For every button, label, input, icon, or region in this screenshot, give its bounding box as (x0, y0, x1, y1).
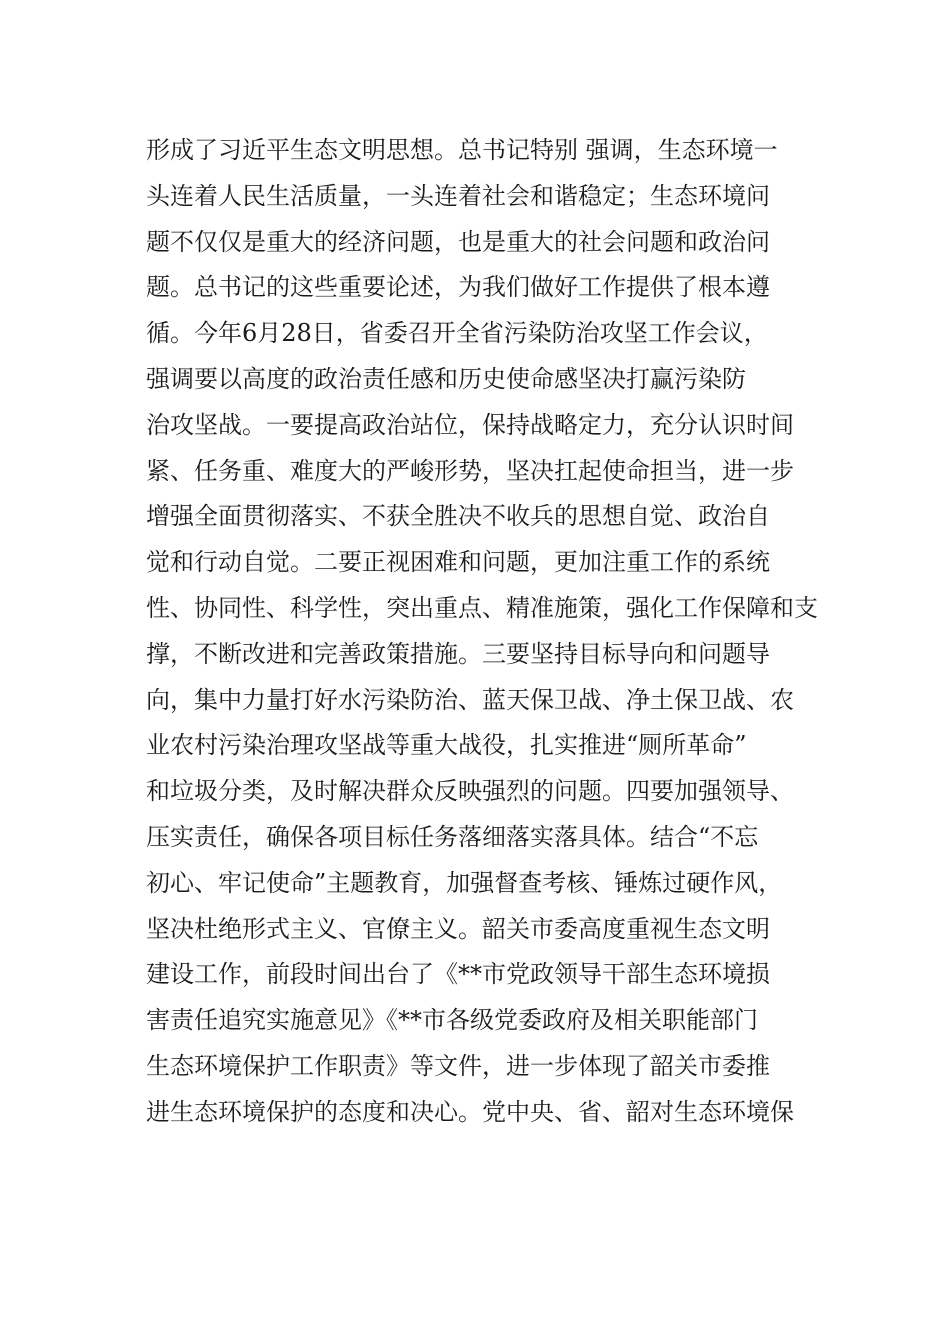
text-line: 觉和行动自觉。二要正视困难和问题，更加注重工作的系统 (146, 548, 770, 577)
text-line: 增强全面贯彻落实、不获全胜决不收兵的思想自觉、政治自 (146, 502, 770, 531)
text-line: 生态环境保护工作职责》等文件，进一步体现了韶关市委推 (146, 1051, 770, 1080)
text-line: 题。总书记的这些重要论述，为我们做好工作提供了根本遵 (146, 273, 770, 302)
text-line: 害责任追究实施意见》《**市各级党委政府及相关职能部门 (146, 1006, 758, 1035)
text-line: 压实责任，确保各项目标任务落细落实落具体。结合“不忘 (146, 822, 759, 851)
text-line: 初心、牢记使命”主题教育，加强督查考核、锤炼过硬作风， (146, 868, 783, 897)
text-line: 形成了习近平生态文明思想。总书记特别 强调，生态环境一 (146, 136, 778, 164)
text-line: 题不仅仅是重大的经济问题，也是重大的社会问题和政治问 (146, 227, 770, 256)
text-line: 强调要以高度的政治责任感和历史使命感坚决打赢污染防 (146, 364, 746, 393)
text-line: 性、协同性、科学性，突出重点、精准施策，强化工作保障和支 (146, 593, 818, 622)
text-line: 坚决杜绝形式主义、官僚主义。韶关市委高度重视生态文明 (146, 914, 770, 943)
text-line: 和垃圾分类，及时解决群众反映强烈的问题。四要加强领导、 (146, 777, 794, 806)
text-line: 业农村污染治理攻坚战等重大战役，扎实推进“厕所革命” (146, 731, 747, 760)
text-line: 向，集中力量打好水污染防治、蓝天保卫战、净土保卫战、农 (146, 685, 794, 714)
body-paragraph (146, 128, 816, 1136)
text-line: 头连着人民生活质量，一头连着社会和谐稳定；生态环境问 (146, 181, 770, 210)
text-line: 紧、任务重、难度大的严峻形势，坚决扛起使命担当，进一步 (146, 456, 794, 485)
text-line: 撑，不断改进和完善政策措施。三要坚持目标导向和问题导 (146, 639, 770, 668)
text-line: 建设工作，前段时间出台了《**市党政领导干部生态环境损 (146, 960, 770, 989)
text-line: 进生态环境保护的态度和决心。党中央、省、韶对生态环境保 (146, 1097, 794, 1126)
text-line: 循。今年6月28日，省委召开全省污染防治攻坚工作会议， (146, 319, 768, 348)
text-line: 治攻坚战。一要提高政治站位，保持战略定力，充分认识时间 (146, 410, 794, 439)
